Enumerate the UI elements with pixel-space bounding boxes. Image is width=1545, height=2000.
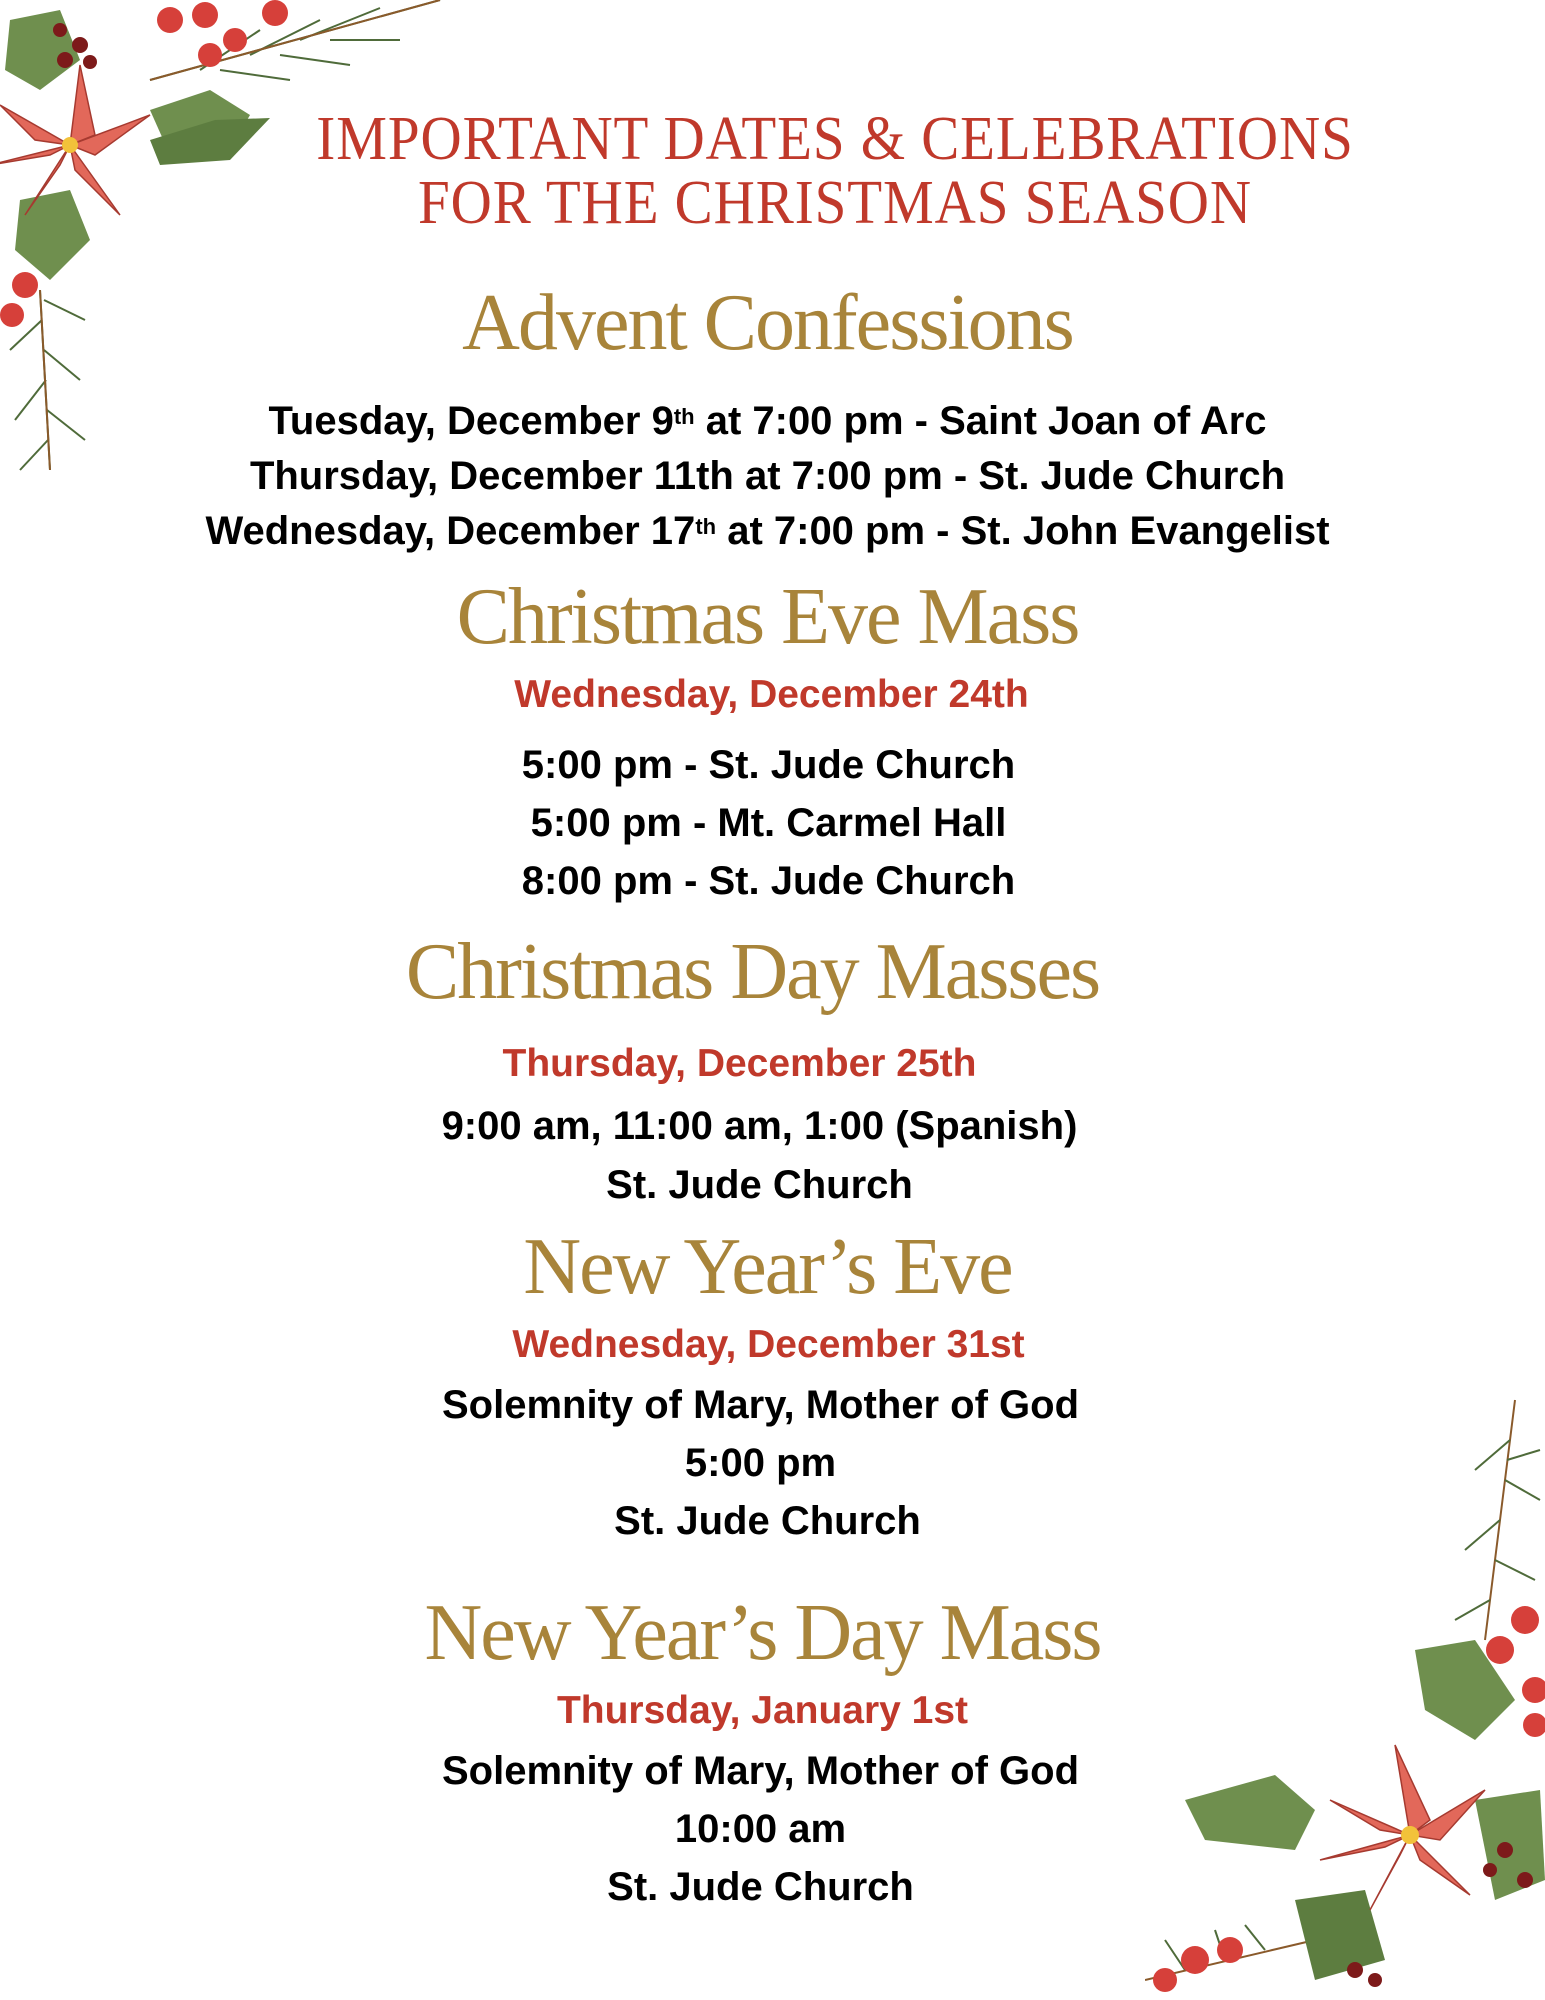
christmas-eve-line: 5:00 pm - St. Jude Church — [521, 743, 1016, 787]
new-years-day-line: Solemnity of Mary, Mother of God — [441, 1749, 1080, 1793]
new-years-day-line: St. Jude Church — [607, 1865, 914, 1909]
new-years-day-date: Thursday, January 1st — [556, 1689, 969, 1732]
new-years-day-line: 10:00 am — [674, 1807, 847, 1851]
new-years-eve-line: St. Jude Church — [614, 1499, 921, 1543]
new-years-eve-line: Solemnity of Mary, Mother of God — [441, 1383, 1080, 1427]
christmas-eve-date: Wednesday, December 24th — [514, 673, 1029, 716]
christmas-eve-line: 8:00 pm - St. Jude Church — [521, 859, 1016, 903]
new-years-eve-date: Wednesday, December 31st — [512, 1323, 1025, 1366]
title-line-2: FOR THE CHRISTMAS SEASON — [417, 169, 1253, 237]
heading-christmas-day-masses: Christmas Day Masses — [405, 928, 1100, 1016]
christmas-eve-line: 5:00 pm - Mt. Carmel Hall — [530, 801, 1007, 845]
advent-entry: Wednesday, December 17th at 7:00 pm - St. John Evangelist — [205, 509, 1330, 553]
title-line-1: IMPORTANT DATES & CELEBRATIONS — [316, 105, 1354, 173]
new-years-eve-line: 5:00 pm — [684, 1441, 837, 1485]
christmas-day-date: Thursday, December 25th — [502, 1042, 977, 1085]
christmas-day-line: St. Jude Church — [606, 1163, 913, 1207]
heading-new-years-day-mass: New Year’s Day Mass — [424, 1589, 1101, 1677]
heading-advent-confessions: Advent Confessions — [462, 279, 1073, 367]
heading-new-years-eve: New Year’s Eve — [523, 1223, 1012, 1311]
christmas-day-line: 9:00 am, 11:00 am, 1:00 (Spanish) — [441, 1104, 1078, 1148]
heading-christmas-eve-mass: Christmas Eve Mass — [456, 573, 1079, 661]
advent-entry: Thursday, December 11th at 7:00 pm - St. Jude Church — [249, 454, 1286, 498]
advent-entry: Tuesday, December 9th at 7:00 pm - Saint Joan of Arc — [268, 399, 1267, 443]
